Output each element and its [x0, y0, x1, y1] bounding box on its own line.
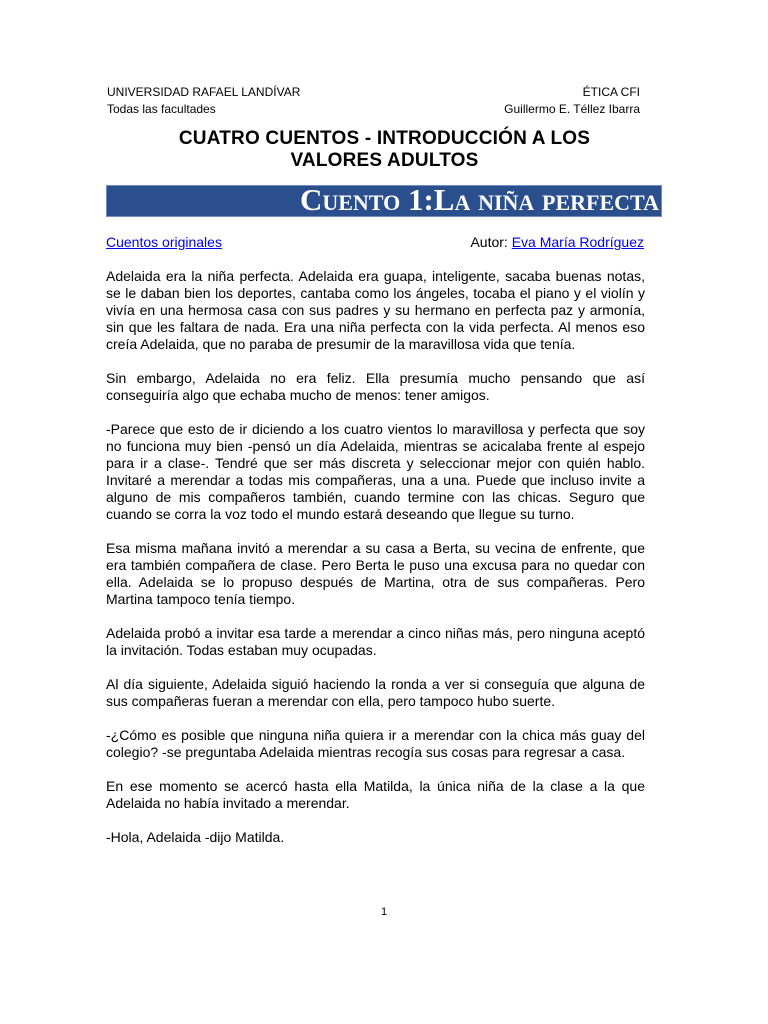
title-line-1: CUATRO CUENTOS - INTRODUCCIÓN A LOS: [178, 128, 591, 149]
paragraph: -Hola, Adelaida -dijo Matilda.: [106, 829, 285, 845]
faculties-label: Todas las facultades: [107, 102, 216, 116]
paragraph: Sin embargo, Adelaida no era feliz. Ella presumía mucho pensando que así conseguiría algo que echaba mucho de menos: tener amigos.: [106, 370, 645, 403]
paragraph: -Parece que esto de ir diciendo a los cuatro vientos lo maravillosa y perfecta que soy no funciona muy bien -pensó un día Adelaida, mientras se acicalaba frente al espejo para ir a clase-. Tendré que ser más discreta y seleccionar mejor con quién hablo. Invitaré a merendar a todas mis compañeras, una a una. Puede que incluso invite a alguno de mis compañeros también, cuando termine con las chicas. Seguro que cuando se corra la voz todo el mundo estará deseando que llegue su turno.: [106, 421, 645, 522]
document-title: [107, 128, 662, 172]
paragraph: En ese momento se acercó hasta ella Matilda, la única niña de la clase a la que Adelaida no había invitado a merendar.: [106, 778, 645, 811]
author-link[interactable]: Eva María Rodríguez: [511, 234, 644, 250]
paragraph: Al día siguiente, Adelaida siguió haciendo la ronda a ver si conseguía que alguna de sus compañeras fueran a merendar con ella, pero tampoco hubo suerte.: [106, 676, 645, 709]
paragraph: Esa misma mañana invitó a merendar a su casa a Berta, su vecina de enfrente, que era también compañera de clase. Pero Berta le puso una excusa para no quedar con ella. Adelaida se lo propuso después de Martina, otra de sus compañeras. Pero Martina tampoco tenía tiempo.: [106, 540, 645, 607]
paragraph: Adelaida probó a invitar esa tarde a merendar a cinco niñas más, pero ninguna aceptó la invitación. Todas estaban muy ocupadas.: [106, 625, 645, 658]
university-name: UNIVERSIDAD RAFAEL LANDÍVAR: [107, 85, 301, 99]
header-right: [504, 84, 640, 118]
header-author: Guillermo E. Téllez Ibarra: [504, 102, 640, 116]
story-title: Cuento 1:La niña perfecta: [299, 182, 659, 217]
paragraph: Adelaida era la niña perfecta. Adelaida era guapa, inteligente, sacaba buenas notas, se le daban bien los deportes, cantaba como los ángeles, tocaba el piano y el violín y vivía en una hermosa casa con sus padres y su hermano en perfecta paz y armonía, sin que les faltara de nada. Era una niña perfecta con la vida perfecta. Al menos eso creía Adelaida, que no paraba de presumir de la maravillosa vida que tenía.: [106, 268, 645, 352]
title-line-2: VALORES ADULTOS: [290, 150, 479, 171]
page-number: 1: [380, 906, 388, 918]
original-stories-link[interactable]: Cuentos originales: [106, 234, 222, 250]
story-body: [106, 268, 645, 863]
author-label: Autor:: [470, 234, 508, 250]
header-left: [107, 84, 300, 118]
course-name: ÉTICA CFI: [582, 85, 640, 99]
story-banner: [106, 182, 662, 217]
author-credit: [470, 234, 644, 251]
paragraph: -¿Cómo es posible que ninguna niña quiera ir a merendar con la chica más guay del colegio? -se preguntaba Adelaida mientras recogía sus cosas para regresar a casa.: [106, 727, 645, 760]
